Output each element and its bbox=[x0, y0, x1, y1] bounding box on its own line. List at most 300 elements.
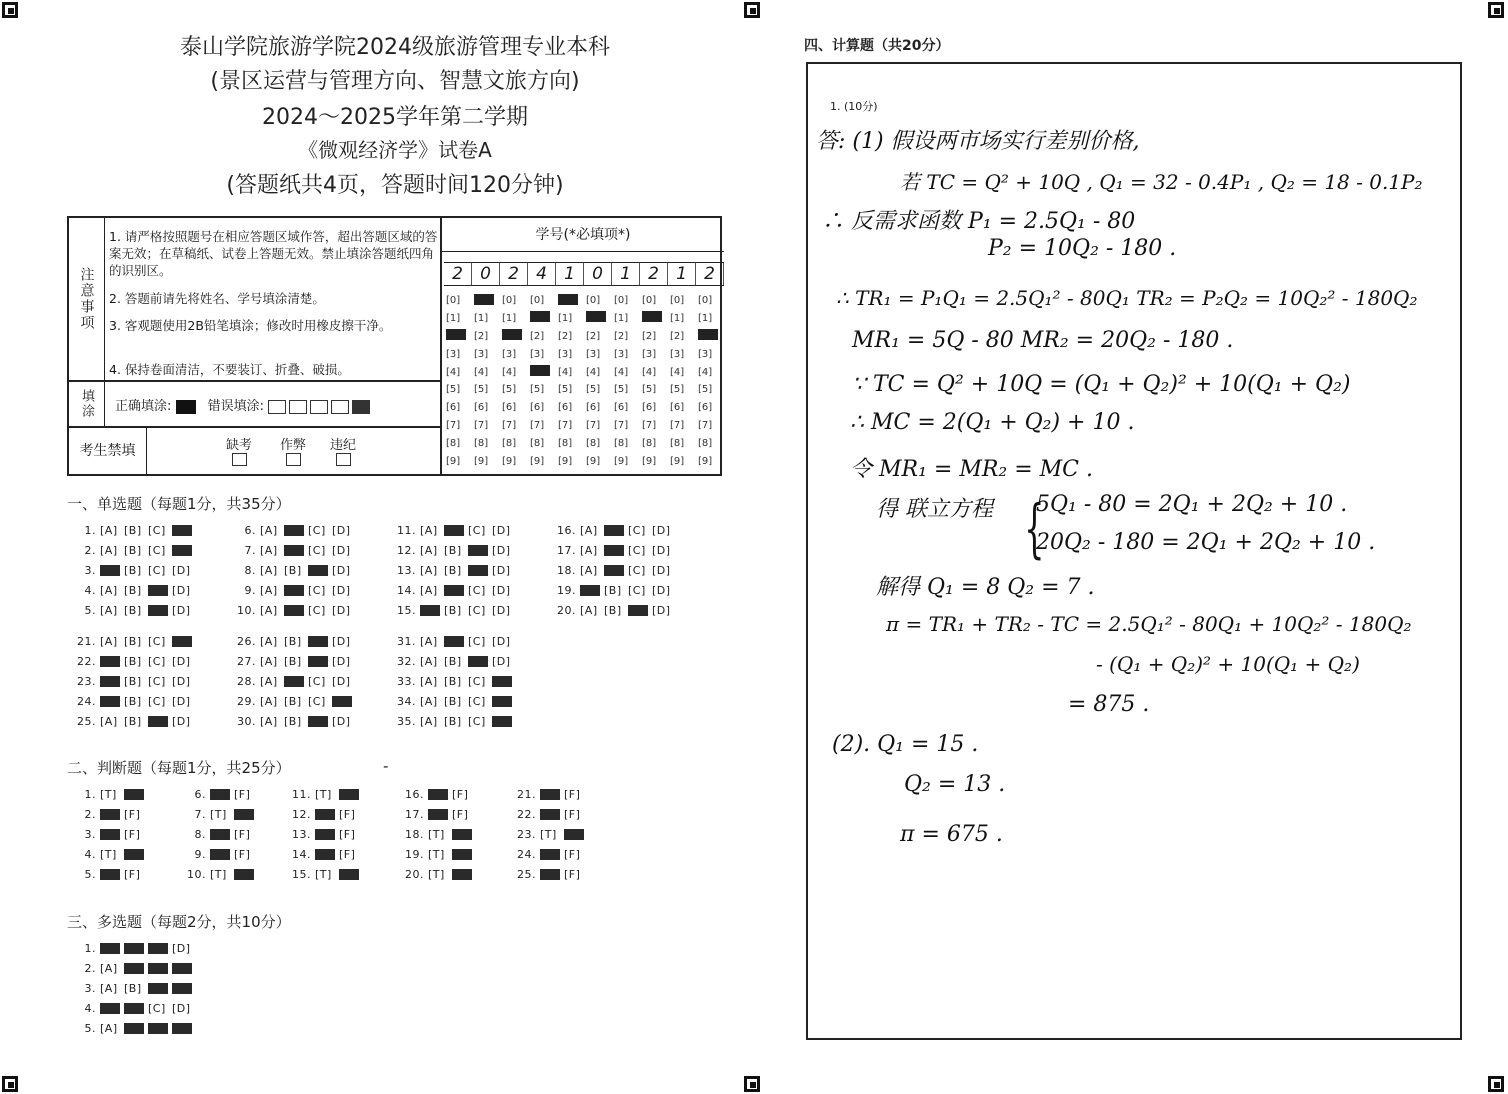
id-bubble[interactable]: [1] bbox=[614, 312, 629, 324]
answer-bubble[interactable]: [A] bbox=[260, 544, 278, 557]
answer-bubble[interactable]: [C] bbox=[468, 584, 486, 597]
answer-bubble-filled[interactable] bbox=[284, 605, 304, 616]
answer-bubble[interactable]: [D] bbox=[492, 564, 511, 577]
answer-bubble[interactable]: [F] bbox=[339, 808, 356, 821]
answer-bubble[interactable]: [B] bbox=[124, 584, 142, 597]
answer-bubble[interactable]: [B] bbox=[124, 524, 142, 537]
ban-cheat-checkbox[interactable] bbox=[286, 453, 301, 466]
id-bubble[interactable] bbox=[642, 310, 670, 328]
id-bubble[interactable]: [8] bbox=[446, 438, 461, 450]
id-bubble[interactable]: [4] bbox=[446, 366, 461, 378]
answer-bubble[interactable]: [A] bbox=[100, 524, 118, 537]
answer-bubble[interactable]: [B] bbox=[124, 715, 142, 728]
id-bubble[interactable]: [0] bbox=[614, 295, 629, 306]
answer-bubble[interactable]: [A] bbox=[100, 604, 118, 617]
id-bubble[interactable]: [8] bbox=[502, 438, 517, 450]
answer-bubble-filled[interactable] bbox=[100, 943, 120, 954]
id-bubble[interactable]: [1] bbox=[698, 312, 713, 324]
answer-bubble-filled[interactable] bbox=[100, 565, 120, 576]
id-bubble[interactable]: [3] bbox=[642, 348, 657, 360]
student-id-digit-box[interactable]: 0 bbox=[472, 263, 500, 285]
answer-bubble-filled[interactable] bbox=[124, 849, 144, 860]
id-bubble[interactable]: [4] bbox=[670, 366, 685, 378]
answer-bubble[interactable]: [A] bbox=[260, 604, 278, 617]
answer-bubble[interactable]: [T] bbox=[315, 788, 332, 801]
id-bubble[interactable]: [1] bbox=[502, 312, 517, 324]
answer-bubble-filled[interactable] bbox=[604, 525, 624, 536]
answer-bubble[interactable]: [F] bbox=[124, 808, 141, 821]
answer-bubble[interactable]: [D] bbox=[492, 544, 511, 557]
answer-bubble-filled[interactable] bbox=[492, 676, 512, 687]
answer-bubble[interactable]: [F] bbox=[234, 848, 251, 861]
answer-bubble[interactable]: [T] bbox=[540, 828, 557, 841]
id-bubble[interactable]: [5] bbox=[502, 384, 517, 396]
answer-bubble-filled[interactable] bbox=[100, 696, 120, 707]
answer-bubble[interactable]: [T] bbox=[100, 788, 117, 801]
answer-bubble[interactable]: [A] bbox=[260, 564, 278, 577]
answer-bubble[interactable]: [A] bbox=[420, 635, 438, 648]
answer-bubble-filled[interactable] bbox=[124, 789, 144, 800]
answer-bubble[interactable]: [D] bbox=[332, 564, 351, 577]
answer-bubble[interactable]: [C] bbox=[148, 695, 166, 708]
answer-bubble[interactable]: [A] bbox=[260, 675, 278, 688]
answer-bubble[interactable]: [F] bbox=[124, 868, 141, 881]
answer-bubble-filled[interactable] bbox=[100, 809, 120, 820]
answer-bubble-filled[interactable] bbox=[452, 869, 472, 880]
answer-bubble-filled[interactable] bbox=[315, 849, 335, 860]
answer-bubble-filled[interactable] bbox=[100, 1003, 120, 1014]
answer-bubble[interactable]: [A] bbox=[260, 635, 278, 648]
id-bubble[interactable]: [0] bbox=[446, 295, 461, 306]
id-bubble[interactable]: [4] bbox=[474, 366, 489, 378]
answer-bubble-filled[interactable] bbox=[100, 656, 120, 667]
answer-bubble-filled[interactable] bbox=[604, 565, 624, 576]
id-bubble[interactable]: [7] bbox=[558, 420, 573, 432]
answer-bubble-filled[interactable] bbox=[148, 983, 168, 994]
answer-bubble[interactable]: [F] bbox=[564, 788, 581, 801]
id-bubble[interactable]: [2] bbox=[586, 330, 601, 342]
answer-bubble[interactable]: [C] bbox=[628, 524, 646, 537]
id-bubble[interactable]: [5] bbox=[698, 384, 713, 396]
answer-bubble-filled[interactable] bbox=[564, 829, 584, 840]
id-bubble[interactable]: [6] bbox=[698, 402, 713, 414]
answer-bubble[interactable]: [A] bbox=[100, 982, 118, 995]
id-bubble[interactable]: [1] bbox=[474, 312, 489, 324]
answer-bubble[interactable]: [A] bbox=[260, 715, 278, 728]
answer-bubble-filled[interactable] bbox=[332, 696, 352, 707]
answer-bubble[interactable]: [A] bbox=[420, 655, 438, 668]
answer-bubble[interactable]: [F] bbox=[452, 788, 469, 801]
answer-bubble[interactable]: [C] bbox=[148, 524, 166, 537]
answer-bubble-filled[interactable] bbox=[124, 963, 144, 974]
answer-bubble[interactable]: [F] bbox=[234, 788, 251, 801]
id-bubble[interactable]: [9] bbox=[558, 456, 573, 468]
answer-bubble-filled[interactable] bbox=[172, 636, 192, 647]
answer-bubble-filled[interactable] bbox=[604, 545, 624, 556]
answer-bubble[interactable]: [D] bbox=[172, 675, 191, 688]
id-bubble[interactable]: [9] bbox=[474, 456, 489, 468]
answer-bubble-filled[interactable] bbox=[148, 605, 168, 616]
student-id-digit-box[interactable]: 4 bbox=[528, 263, 556, 285]
answer-bubble[interactable]: [A] bbox=[420, 715, 438, 728]
answer-bubble[interactable]: [C] bbox=[468, 524, 486, 537]
id-bubble[interactable]: [2] bbox=[558, 330, 573, 342]
answer-bubble[interactable]: [T] bbox=[428, 868, 445, 881]
id-bubble[interactable]: [8] bbox=[698, 438, 713, 450]
answer-bubble[interactable]: [B] bbox=[444, 655, 462, 668]
id-bubble[interactable]: [5] bbox=[642, 384, 657, 396]
answer-bubble[interactable]: [C] bbox=[628, 564, 646, 577]
answer-bubble-filled[interactable] bbox=[284, 525, 304, 536]
id-bubble[interactable]: [9] bbox=[530, 456, 545, 468]
answer-bubble-filled[interactable] bbox=[468, 545, 488, 556]
answer-bubble[interactable]: [A] bbox=[260, 584, 278, 597]
student-id-digit-box[interactable]: 1 bbox=[668, 263, 696, 285]
answer-bubble[interactable]: [C] bbox=[148, 675, 166, 688]
answer-bubble[interactable]: [D] bbox=[172, 655, 191, 668]
id-bubble[interactable]: [6] bbox=[502, 402, 517, 414]
answer-bubble-filled[interactable] bbox=[234, 809, 254, 820]
id-bubble[interactable]: [7] bbox=[586, 420, 601, 432]
answer-bubble-filled[interactable] bbox=[315, 809, 335, 820]
answer-bubble[interactable]: [A] bbox=[100, 962, 118, 975]
id-bubble[interactable]: [9] bbox=[502, 456, 517, 468]
answer-bubble[interactable]: [D] bbox=[172, 715, 191, 728]
answer-bubble-filled[interactable] bbox=[452, 829, 472, 840]
answer-bubble[interactable]: [C] bbox=[308, 544, 326, 557]
answer-bubble[interactable]: [F] bbox=[339, 848, 356, 861]
answer-bubble[interactable]: [A] bbox=[100, 715, 118, 728]
answer-bubble[interactable]: [B] bbox=[284, 695, 302, 708]
answer-bubble[interactable]: [A] bbox=[580, 564, 598, 577]
id-bubble[interactable]: [0] bbox=[586, 295, 601, 306]
id-bubble[interactable]: [1] bbox=[558, 312, 573, 324]
id-bubble[interactable]: [2] bbox=[474, 330, 489, 342]
answer-bubble[interactable]: [F] bbox=[339, 828, 356, 841]
id-bubble[interactable]: [9] bbox=[642, 456, 657, 468]
answer-bubble-filled[interactable] bbox=[428, 809, 448, 820]
id-bubble[interactable]: [2] bbox=[642, 330, 657, 342]
answer-bubble-filled[interactable] bbox=[315, 829, 335, 840]
id-bubble[interactable]: [8] bbox=[474, 438, 489, 450]
id-bubble[interactable]: [3] bbox=[502, 348, 517, 360]
answer-bubble[interactable]: [C] bbox=[468, 604, 486, 617]
answer-bubble[interactable]: [B] bbox=[444, 604, 462, 617]
id-bubble[interactable]: [3] bbox=[446, 348, 461, 360]
answer-bubble[interactable]: [D] bbox=[332, 604, 351, 617]
answer-bubble[interactable]: [D] bbox=[332, 675, 351, 688]
answer-bubble-filled[interactable] bbox=[172, 963, 192, 974]
answer-bubble[interactable]: [T] bbox=[100, 848, 117, 861]
answer-bubble-filled[interactable] bbox=[210, 849, 230, 860]
answer-bubble[interactable]: [C] bbox=[148, 564, 166, 577]
id-bubble[interactable] bbox=[446, 328, 474, 346]
answer-bubble-filled[interactable] bbox=[308, 656, 328, 667]
answer-bubble[interactable]: [D] bbox=[492, 604, 511, 617]
answer-bubble-filled[interactable] bbox=[540, 849, 560, 860]
answer-bubble-filled[interactable] bbox=[172, 545, 192, 556]
answer-bubble[interactable]: [B] bbox=[124, 604, 142, 617]
id-bubble[interactable]: [2] bbox=[670, 330, 685, 342]
ban-violation-checkbox[interactable] bbox=[336, 453, 351, 466]
answer-bubble-filled[interactable] bbox=[234, 869, 254, 880]
answer-bubble[interactable]: [C] bbox=[468, 635, 486, 648]
answer-bubble[interactable]: [B] bbox=[124, 695, 142, 708]
answer-bubble[interactable]: [D] bbox=[332, 544, 351, 557]
id-bubble[interactable]: [4] bbox=[642, 366, 657, 378]
answer-bubble[interactable]: [T] bbox=[428, 828, 445, 841]
answer-bubble[interactable]: [A] bbox=[260, 695, 278, 708]
answer-bubble[interactable]: [B] bbox=[284, 715, 302, 728]
id-bubble[interactable]: [5] bbox=[558, 384, 573, 396]
id-bubble[interactable]: [3] bbox=[558, 348, 573, 360]
answer-bubble[interactable]: [T] bbox=[428, 848, 445, 861]
answer-bubble[interactable]: [D] bbox=[492, 635, 511, 648]
id-bubble[interactable]: [6] bbox=[642, 402, 657, 414]
id-bubble[interactable]: [5] bbox=[586, 384, 601, 396]
answer-bubble-filled[interactable] bbox=[308, 565, 328, 576]
answer-bubble[interactable]: [B] bbox=[124, 564, 142, 577]
student-id-digit-box[interactable]: 2 bbox=[444, 263, 472, 285]
answer-bubble-filled[interactable] bbox=[124, 1003, 144, 1014]
id-bubble[interactable]: [4] bbox=[558, 366, 573, 378]
id-bubble[interactable]: [3] bbox=[698, 348, 713, 360]
student-id-digit-box[interactable]: 2 bbox=[500, 263, 528, 285]
answer-bubble[interactable]: [B] bbox=[444, 715, 462, 728]
answer-bubble[interactable]: [C] bbox=[308, 524, 326, 537]
id-bubble[interactable]: [7] bbox=[670, 420, 685, 432]
answer-bubble-filled[interactable] bbox=[628, 605, 648, 616]
student-id-digit-box[interactable]: 1 bbox=[612, 263, 640, 285]
answer-bubble[interactable]: [A] bbox=[260, 655, 278, 668]
answer-bubble[interactable]: [F] bbox=[564, 868, 581, 881]
answer-bubble[interactable]: [D] bbox=[172, 1002, 191, 1015]
answer-bubble-filled[interactable] bbox=[172, 525, 192, 536]
answer-bubble-filled[interactable] bbox=[492, 696, 512, 707]
id-bubble[interactable]: [5] bbox=[474, 384, 489, 396]
answer-bubble[interactable]: [A] bbox=[100, 584, 118, 597]
answer-bubble[interactable]: [A] bbox=[100, 544, 118, 557]
answer-bubble[interactable]: [D] bbox=[652, 604, 671, 617]
answer-bubble-filled[interactable] bbox=[540, 809, 560, 820]
id-bubble[interactable]: [6] bbox=[586, 402, 601, 414]
answer-bubble[interactable]: [B] bbox=[284, 635, 302, 648]
answer-bubble-filled[interactable] bbox=[148, 943, 168, 954]
answer-bubble[interactable]: [D] bbox=[172, 695, 191, 708]
answer-bubble[interactable]: [A] bbox=[420, 584, 438, 597]
answer-bubble[interactable]: [C] bbox=[148, 1002, 166, 1015]
answer-bubble-filled[interactable] bbox=[468, 656, 488, 667]
answer-bubble[interactable]: [C] bbox=[148, 544, 166, 557]
student-id-digit-box[interactable]: 0 bbox=[584, 263, 612, 285]
answer-bubble[interactable]: [D] bbox=[332, 584, 351, 597]
answer-bubble[interactable]: [A] bbox=[580, 524, 598, 537]
answer-bubble[interactable]: [D] bbox=[172, 604, 191, 617]
answer-bubble-filled[interactable] bbox=[428, 789, 448, 800]
answer-bubble-filled[interactable] bbox=[148, 716, 168, 727]
answer-bubble[interactable]: [C] bbox=[628, 584, 646, 597]
answer-bubble[interactable]: [T] bbox=[210, 868, 227, 881]
id-bubble[interactable]: [3] bbox=[586, 348, 601, 360]
id-bubble[interactable]: [2] bbox=[614, 330, 629, 342]
id-bubble[interactable]: [7] bbox=[502, 420, 517, 432]
answer-bubble[interactable]: [C] bbox=[468, 695, 486, 708]
answer-bubble[interactable]: [F] bbox=[564, 848, 581, 861]
id-bubble[interactable]: [7] bbox=[698, 420, 713, 432]
answer-bubble-filled[interactable] bbox=[284, 676, 304, 687]
answer-bubble-filled[interactable] bbox=[339, 869, 359, 880]
id-bubble[interactable]: [8] bbox=[558, 438, 573, 450]
id-bubble[interactable] bbox=[474, 292, 502, 310]
answer-bubble[interactable]: [A] bbox=[420, 695, 438, 708]
answer-bubble[interactable]: [B] bbox=[124, 655, 142, 668]
id-bubble[interactable]: [1] bbox=[670, 312, 685, 324]
id-bubble[interactable]: [7] bbox=[530, 420, 545, 432]
answer-bubble[interactable]: [D] bbox=[172, 584, 191, 597]
answer-bubble[interactable]: [D] bbox=[332, 524, 351, 537]
id-bubble[interactable]: [0] bbox=[670, 295, 685, 306]
id-bubble[interactable]: [5] bbox=[670, 384, 685, 396]
answer-bubble[interactable]: [B] bbox=[604, 584, 622, 597]
answer-bubble[interactable]: [A] bbox=[420, 564, 438, 577]
id-bubble[interactable] bbox=[586, 310, 614, 328]
id-bubble[interactable]: [9] bbox=[670, 456, 685, 468]
id-bubble[interactable]: [4] bbox=[586, 366, 601, 378]
answer-bubble-filled[interactable] bbox=[210, 789, 230, 800]
id-bubble[interactable] bbox=[558, 292, 586, 310]
answer-bubble[interactable]: [C] bbox=[148, 655, 166, 668]
answer-bubble[interactable]: [D] bbox=[332, 655, 351, 668]
id-bubble[interactable]: [4] bbox=[502, 366, 517, 378]
answer-bubble[interactable]: [A] bbox=[100, 635, 118, 648]
answer-bubble[interactable]: [B] bbox=[444, 564, 462, 577]
answer-bubble[interactable]: [A] bbox=[420, 675, 438, 688]
id-bubble[interactable]: [1] bbox=[446, 312, 461, 324]
id-bubble[interactable]: [0] bbox=[698, 295, 713, 306]
id-bubble[interactable]: [8] bbox=[530, 438, 545, 450]
answer-bubble[interactable]: [C] bbox=[308, 675, 326, 688]
answer-bubble[interactable]: [D] bbox=[652, 584, 671, 597]
answer-bubble-filled[interactable] bbox=[308, 636, 328, 647]
id-bubble[interactable]: [5] bbox=[446, 384, 461, 396]
id-bubble[interactable] bbox=[502, 328, 530, 346]
answer-bubble[interactable]: [D] bbox=[172, 564, 191, 577]
answer-bubble[interactable]: [B] bbox=[124, 635, 142, 648]
answer-bubble[interactable]: [C] bbox=[308, 604, 326, 617]
id-bubble[interactable]: [9] bbox=[446, 456, 461, 468]
id-bubble[interactable] bbox=[698, 328, 726, 346]
answer-bubble-filled[interactable] bbox=[284, 545, 304, 556]
answer-bubble-filled[interactable] bbox=[420, 605, 440, 616]
id-bubble[interactable]: [6] bbox=[670, 402, 685, 414]
answer-bubble[interactable]: [B] bbox=[284, 655, 302, 668]
id-bubble[interactable]: [9] bbox=[698, 456, 713, 468]
id-bubble[interactable]: [0] bbox=[530, 295, 545, 306]
answer-bubble[interactable]: [B] bbox=[124, 544, 142, 557]
id-bubble[interactable]: [2] bbox=[530, 330, 545, 342]
id-bubble[interactable]: [9] bbox=[614, 456, 629, 468]
answer-bubble-filled[interactable] bbox=[339, 789, 359, 800]
id-bubble[interactable]: [6] bbox=[558, 402, 573, 414]
answer-bubble[interactable]: [B] bbox=[284, 564, 302, 577]
answer-bubble-filled[interactable] bbox=[468, 565, 488, 576]
id-bubble[interactable]: [6] bbox=[474, 402, 489, 414]
answer-bubble[interactable]: [T] bbox=[210, 808, 227, 821]
id-bubble[interactable]: [7] bbox=[642, 420, 657, 432]
id-bubble[interactable]: [8] bbox=[670, 438, 685, 450]
answer-bubble[interactable]: [D] bbox=[172, 942, 191, 955]
id-bubble[interactable]: [5] bbox=[614, 384, 629, 396]
answer-bubble[interactable]: [D] bbox=[492, 584, 511, 597]
answer-bubble[interactable]: [A] bbox=[420, 544, 438, 557]
answer-bubble-filled[interactable] bbox=[444, 636, 464, 647]
student-id-digit-box[interactable]: 2 bbox=[696, 263, 724, 285]
answer-bubble-filled[interactable] bbox=[148, 963, 168, 974]
ban-absent-checkbox[interactable] bbox=[232, 453, 247, 466]
answer-bubble[interactable]: [F] bbox=[234, 828, 251, 841]
answer-bubble-filled[interactable] bbox=[444, 525, 464, 536]
answer-bubble[interactable]: [D] bbox=[332, 635, 351, 648]
id-bubble[interactable]: [5] bbox=[530, 384, 545, 396]
answer-bubble[interactable]: [C] bbox=[308, 695, 326, 708]
student-id-digit-box[interactable]: 2 bbox=[640, 263, 668, 285]
id-bubble[interactable]: [4] bbox=[698, 366, 713, 378]
answer-bubble-filled[interactable] bbox=[444, 585, 464, 596]
answer-bubble[interactable]: [B] bbox=[444, 695, 462, 708]
id-bubble[interactable]: [9] bbox=[586, 456, 601, 468]
answer-bubble-filled[interactable] bbox=[540, 869, 560, 880]
id-bubble[interactable] bbox=[530, 364, 558, 382]
id-bubble[interactable]: [6] bbox=[614, 402, 629, 414]
answer-bubble[interactable]: [C] bbox=[148, 635, 166, 648]
answer-bubble-filled[interactable] bbox=[148, 1023, 168, 1034]
id-bubble[interactable]: [4] bbox=[614, 366, 629, 378]
answer-bubble-filled[interactable] bbox=[124, 943, 144, 954]
id-bubble[interactable]: [3] bbox=[614, 348, 629, 360]
answer-bubble-filled[interactable] bbox=[172, 1023, 192, 1034]
answer-bubble[interactable]: [D] bbox=[492, 655, 511, 668]
answer-bubble[interactable]: [D] bbox=[332, 715, 351, 728]
id-bubble[interactable]: [8] bbox=[642, 438, 657, 450]
id-bubble[interactable]: [0] bbox=[502, 295, 517, 306]
answer-bubble[interactable]: [B] bbox=[444, 675, 462, 688]
answer-bubble-filled[interactable] bbox=[540, 789, 560, 800]
answer-bubble-filled[interactable] bbox=[492, 716, 512, 727]
answer-bubble[interactable]: [B] bbox=[444, 544, 462, 557]
answer-bubble-filled[interactable] bbox=[452, 849, 472, 860]
answer-bubble[interactable]: [F] bbox=[124, 828, 141, 841]
id-bubble[interactable]: [7] bbox=[614, 420, 629, 432]
answer-bubble-filled[interactable] bbox=[100, 676, 120, 687]
id-bubble[interactable]: [6] bbox=[446, 402, 461, 414]
answer-bubble[interactable]: [D] bbox=[652, 524, 671, 537]
answer-bubble[interactable]: [A] bbox=[260, 524, 278, 537]
answer-bubble[interactable]: [F] bbox=[564, 808, 581, 821]
id-bubble[interactable]: [6] bbox=[530, 402, 545, 414]
answer-bubble[interactable]: [B] bbox=[124, 675, 142, 688]
answer-bubble[interactable]: [D] bbox=[652, 544, 671, 557]
answer-bubble-filled[interactable] bbox=[172, 983, 192, 994]
answer-bubble[interactable]: [A] bbox=[580, 604, 598, 617]
answer-bubble-filled[interactable] bbox=[124, 1023, 144, 1034]
student-id-digit-box[interactable]: 1 bbox=[556, 263, 584, 285]
answer-bubble[interactable]: [D] bbox=[492, 524, 511, 537]
id-bubble[interactable]: [3] bbox=[474, 348, 489, 360]
answer-bubble[interactable]: [C] bbox=[468, 675, 486, 688]
answer-bubble[interactable]: [F] bbox=[452, 808, 469, 821]
answer-bubble-filled[interactable] bbox=[210, 829, 230, 840]
answer-bubble-filled[interactable] bbox=[100, 829, 120, 840]
